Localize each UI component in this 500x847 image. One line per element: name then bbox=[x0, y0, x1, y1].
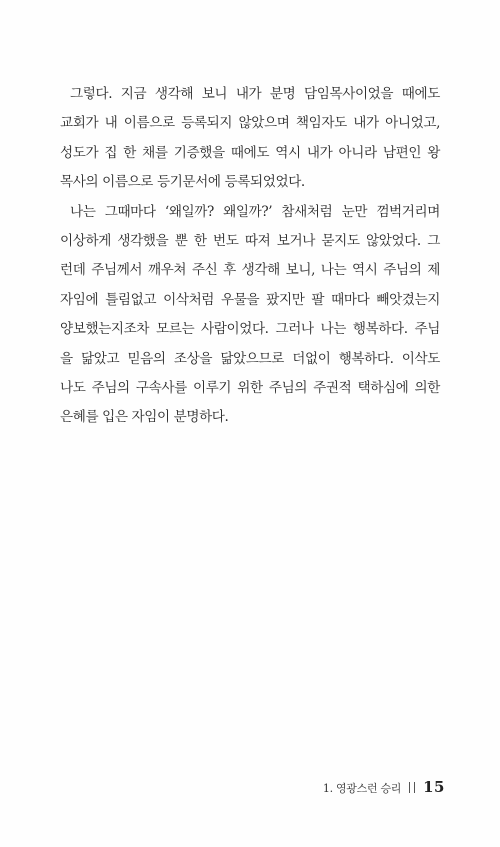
text-line: 교회가 내 이름으로 등록되지 않았으며 책임자도 내가 아니었고, bbox=[60, 115, 440, 132]
text-line: 양보했는지조차 모르는 사람이었다. 그러나 나는 행복하다. 주님 bbox=[60, 321, 440, 338]
text-line: 나는 그때마다 ‘왜일까? 왜일까?’ 참새처럼 눈만 껌벅거리며 bbox=[70, 203, 440, 220]
text-line: 은혜를 입은 자임이 분명하다. bbox=[60, 409, 229, 426]
page-number: 15 bbox=[423, 778, 445, 796]
body-text bbox=[60, 80, 440, 433]
page-footer bbox=[323, 778, 445, 796]
text-line: 나도 주님의 구속사를 이루기 위한 주님의 주권적 택하심에 의한 bbox=[60, 379, 440, 396]
text-line: 성도가 집 한 채를 기증했을 때에도 역시 내가 아니라 남편인 왕 bbox=[60, 144, 440, 161]
text-line: 그렇다. 지금 생각해 보니 내가 분명 담임목사이었을 때에도 bbox=[70, 86, 440, 102]
text-line: 이상하게 생각했을 뿐 한 번도 따져 보거나 묻지도 않았었다. 그 bbox=[60, 232, 440, 249]
chapter-title: 1. 영광스런 승리 bbox=[322, 782, 402, 795]
text-line: 런데 주님께서 깨우쳐 주신 후 생각해 보니, 나는 역시 주님의 제 bbox=[60, 262, 440, 279]
text-line: 자임에 틀림없고 이삭처럼 우물을 팠지만 팔 때마다 빼앗겼는지 bbox=[60, 291, 440, 308]
divider-icon bbox=[409, 782, 415, 793]
text-line: 을 닮았고 믿음의 조상을 닮았으므로 더없이 행복하다. 이삭도 bbox=[60, 350, 440, 367]
text-line: 목사의 이름으로 등기문서에 등록되었었다. bbox=[60, 174, 305, 191]
